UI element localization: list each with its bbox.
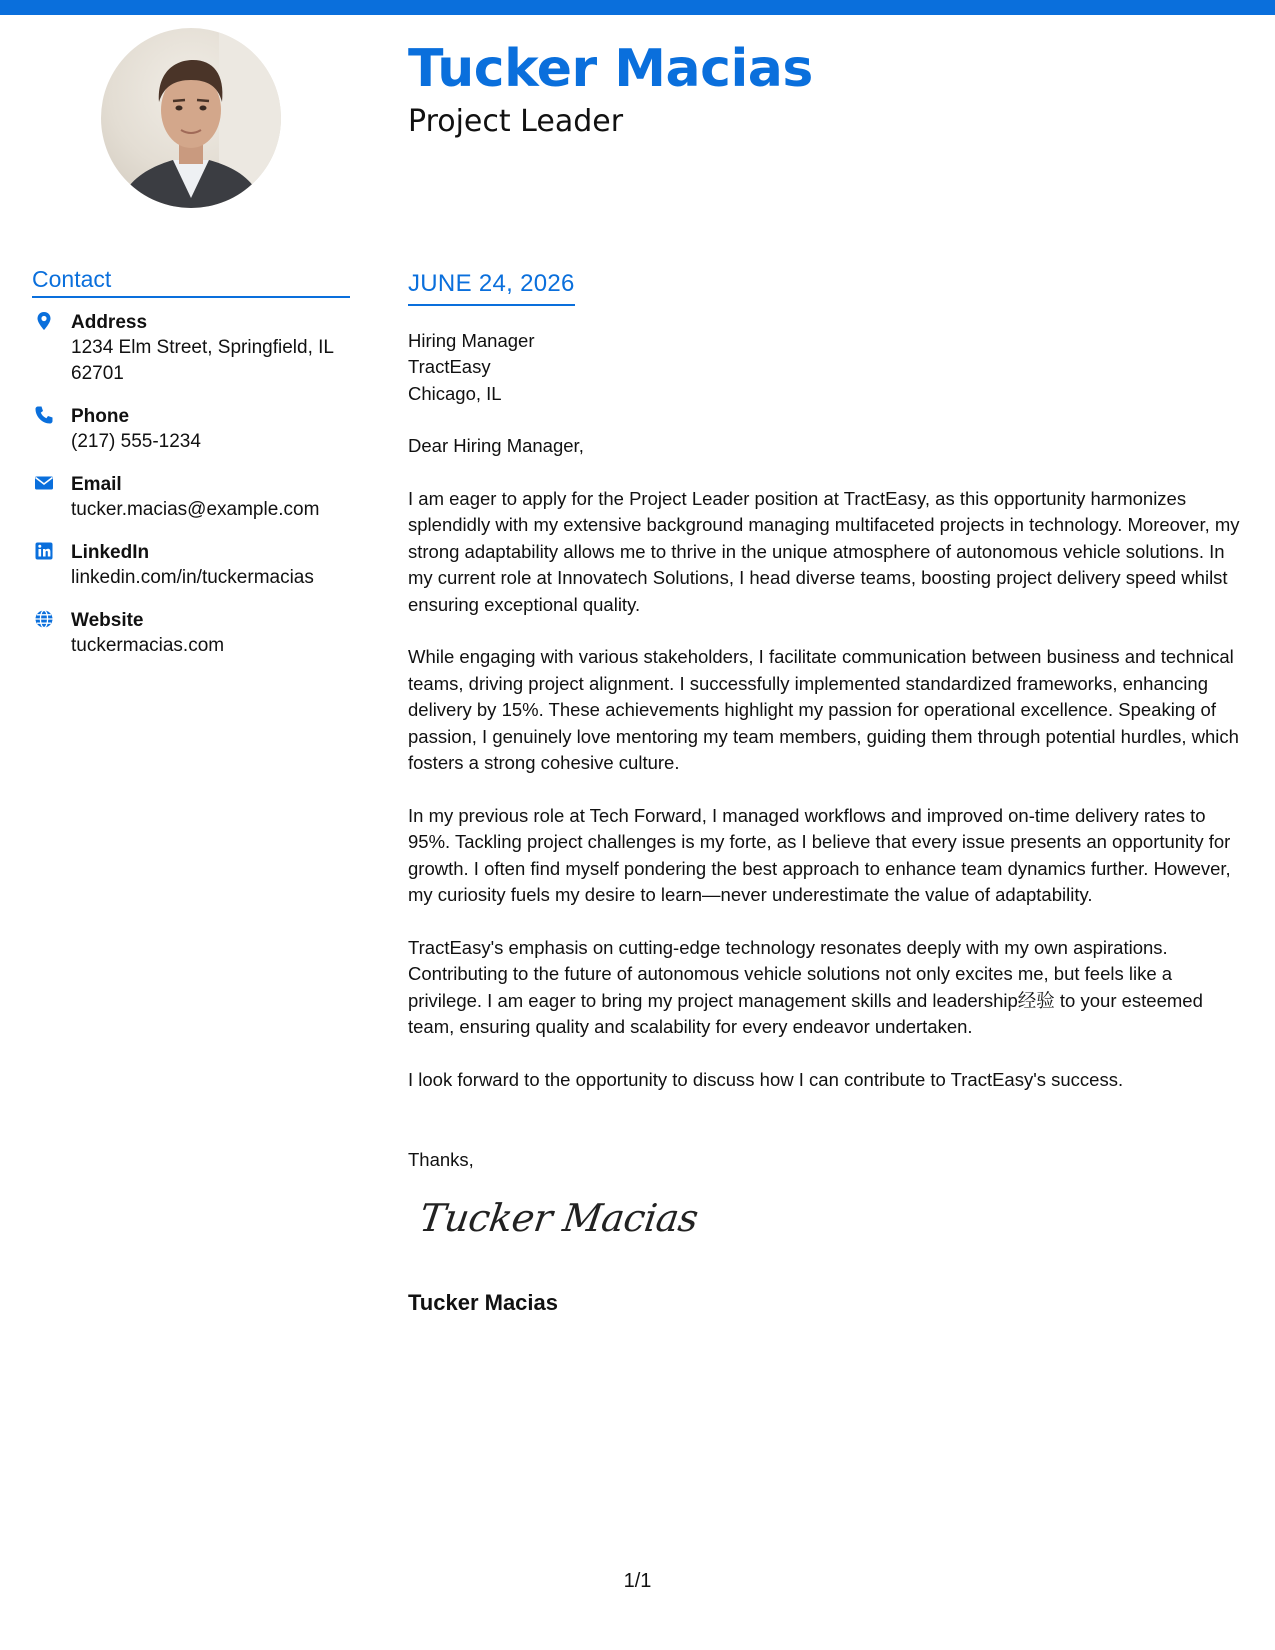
contact-value-linkedin[interactable]: linkedin.com/in/tuckermacias <box>71 567 314 588</box>
contact-value-address: 1234 Elm Street, Springfield, IL 62701 <box>71 337 334 384</box>
map-pin-icon <box>34 311 54 331</box>
handwritten-signature: Tucker Macias <box>416 1196 701 1240</box>
contact-label-linkedin: LinkedIn <box>71 542 150 563</box>
contact-value-phone: (217) 555-1234 <box>71 431 201 452</box>
contact-value-website[interactable]: tuckermacias.com <box>71 635 225 656</box>
contact-item-linkedin <box>32 540 352 591</box>
letter-date: JUNE 24, 2026 <box>408 270 575 306</box>
salutation: Dear Hiring Manager, <box>408 435 584 457</box>
recipient-block <box>408 328 1248 407</box>
closing: Thanks, <box>408 1149 474 1170</box>
contact-label-email: Email <box>71 474 122 495</box>
page-number: 1/1 <box>623 1570 652 1592</box>
letter-paragraph: I am eager to apply for the Project Leader position at TractEasy, as this opportunity harmonizes splendidly with my extensive background managing multifaceted projects in technology. Moreover, my strong adaptability allows me to thrive in the unique atmosphere of autonomous vehicle solutions. In my current role at Innovatech Solutions, I head diverse teams, boosting project delivery speed whilst ensuring exceptional quality. <box>408 488 1240 615</box>
contact-heading: Contact <box>32 266 350 298</box>
profile-photo <box>101 28 281 208</box>
top-accent-bar <box>0 0 1275 15</box>
contact-item-email <box>32 472 352 523</box>
contact-label-address: Address <box>71 312 148 333</box>
globe-icon <box>34 609 54 629</box>
recipient-line: Chicago, IL <box>408 382 502 404</box>
contact-item-website <box>32 608 352 659</box>
contact-label-website: Website <box>71 610 144 631</box>
letter-paragraph: While engaging with various stakeholders, I facilitate communication between business and technical teams, driving project alignment. I successfully implemented standardized frameworks, enhancing delivery by 15%. These achievements highlight my passion for operational excellence. Speaking of passion, I genuinely love mentoring my team members, guiding them through potential hurdles, which fosters a strong cohesive culture. <box>408 646 1239 774</box>
contact-value-email[interactable]: tucker.macias@example.com <box>71 499 320 520</box>
linkedin-icon <box>34 541 54 561</box>
applicant-name: Tucker Macias <box>408 39 813 99</box>
contact-item-phone <box>32 404 352 455</box>
recipient-line: Hiring Manager <box>408 330 535 351</box>
letter-paragraph: In my previous role at Tech Forward, I managed workflows and improved on-time delivery rates to 95%. Tackling project challenges is my forte, as I believe that every issue presents an opportunity for growth. I often find myself pondering the best approach to enhance team dynamics further. However, my curiosity fuels my desire to learn—never underestimate the value of adaptability. <box>408 804 1231 906</box>
job-title: Project Leader <box>408 104 624 139</box>
signer-name: Tucker Macias <box>408 1290 559 1315</box>
contact-item-address <box>32 310 352 387</box>
letter-paragraph: I look forward to the opportunity to discuss how I can contribute to TractEasy's success. <box>408 1068 1124 1090</box>
letter-body <box>408 328 1248 1093</box>
recipient-line: TractEasy <box>408 356 491 378</box>
phone-icon <box>34 405 54 425</box>
envelope-icon <box>34 473 54 493</box>
contact-label-phone: Phone <box>71 406 130 427</box>
letter-paragraph: TractEasy's emphasis on cutting-edge technology resonates deeply with my own aspirations. Contributing to the future of autonomous vehicle solutions not only excites me, but feels like a privilege. I am eager to bring my project management skills and leadership经验 to your esteemed team, ensuring quality and scalability for every endeavor undertaken. <box>408 936 1203 1038</box>
contact-list <box>32 310 352 676</box>
